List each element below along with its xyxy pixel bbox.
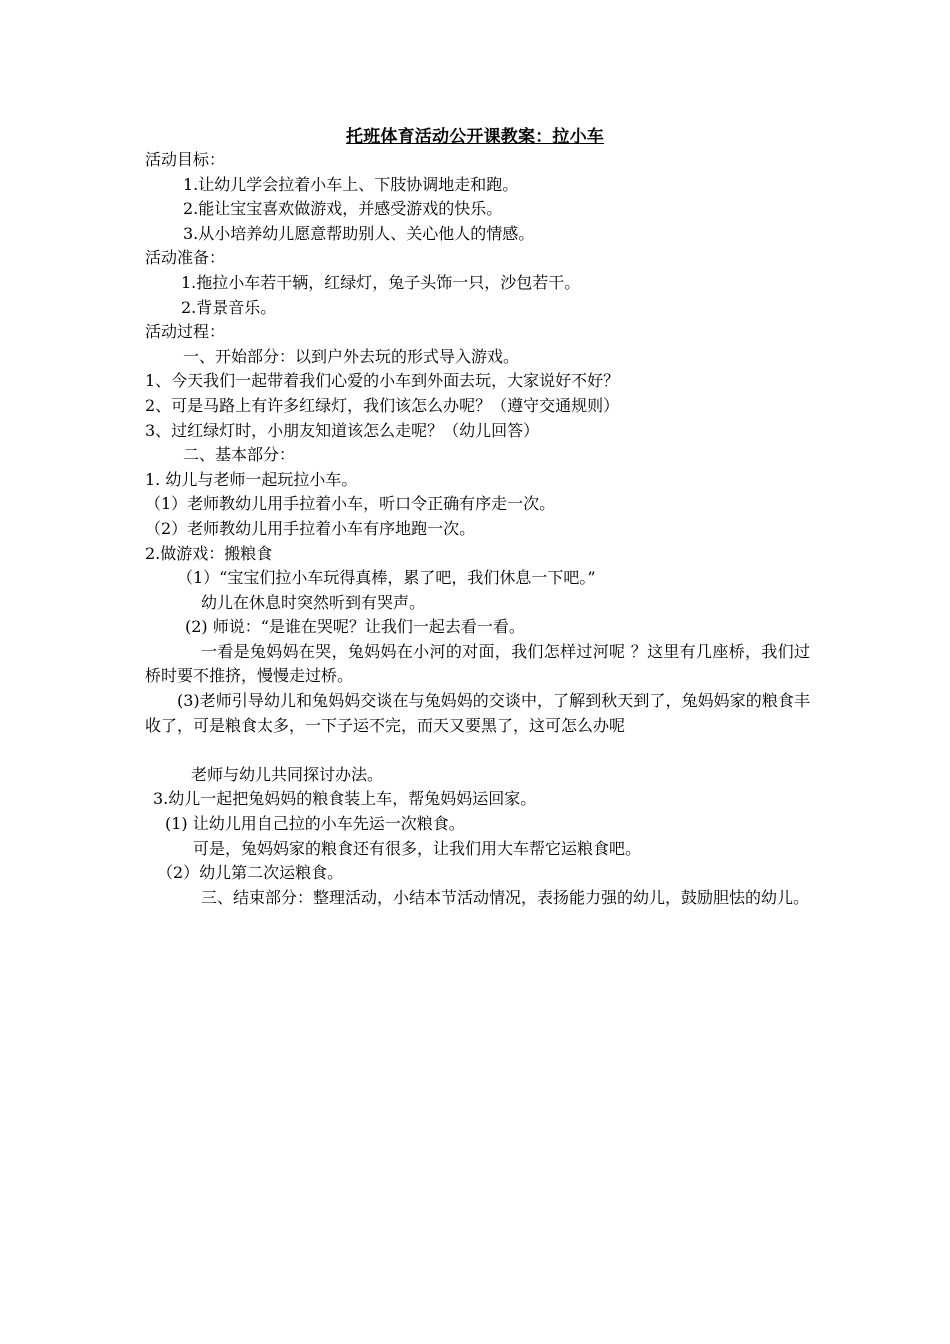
process-part-2-item-1: 1. 幼儿与老师一起玩拉小车。 <box>145 469 358 489</box>
discussion-note: 老师与幼儿共同探讨办法。 <box>191 764 384 784</box>
game-step-2-detail: 一看是兔妈妈在哭，兔妈妈在小河的对面，我们怎样过河呢 ？这里有几座桥，我们过桥时要不推挤，慢慢走过桥。 <box>145 641 810 686</box>
blank-line <box>145 738 810 763</box>
game-step-1-note: 幼儿在休息时突然听到有哭声。 <box>201 592 426 612</box>
process-part-1-heading: 一、开始部分：以到户外去玩的形式导入游戏。 <box>183 346 520 366</box>
preparation-item-2: 2.背景音乐。 <box>181 297 277 317</box>
transport-step-1-note: 可是，兔妈妈家的粮食还有很多，让我们用大车帮它运粮食吧。 <box>193 838 642 858</box>
game-step-3: (3)老师引导幼儿和兔妈妈交谈在与兔妈妈的交谈中，了解到秋天到了，兔妈妈家的粮食丰收了，可是粮食太多，一下子运不完，而天又要黑了，这可怎么办呢 <box>145 691 810 735</box>
section-heading-preparation: 活动准备： <box>145 248 226 268</box>
document-body <box>145 148 810 910</box>
goal-item-3: 3.从小培养幼儿愿意帮助别人、关心他人的情感。 <box>183 223 535 243</box>
process-part-1-step-2: 2、可是马路上有许多红绿灯，我们该怎么办呢？（遵守交通规则） <box>145 395 620 415</box>
goal-item-2: 2.能让宝宝喜欢做游戏，并感受游戏的快乐。 <box>183 199 503 219</box>
process-part-2-subitem-2: （2）老师教幼儿用手拉着小车有序地跑一次。 <box>145 518 476 538</box>
transport-step-1: (1) 让幼儿用自己拉的小车先运一次粮食。 <box>165 814 465 834</box>
section-heading-goals: 活动目标： <box>145 150 226 169</box>
preparation-item-1: 1.拖拉小车若干辆，红绿灯，兔子头饰一只，沙包若干。 <box>181 272 581 292</box>
process-part-2-item-3: 3.幼儿一起把兔妈妈的粮食装上车，帮兔妈妈运回家。 <box>153 789 537 809</box>
game-step-2: (2) 师说：“是谁在哭呢？让我们一起去看一看。 <box>185 617 525 637</box>
process-part-1-step-3: 3、过红绿灯时，小朋友知道该怎么走呢？（幼儿回答） <box>145 420 540 440</box>
process-part-2-item-2: 2.做游戏：搬粮食 <box>145 543 273 563</box>
process-part-2-heading: 二、基本部分： <box>183 445 296 465</box>
section-heading-process: 活动过程： <box>145 322 226 342</box>
process-part-3: 三、结束部分：整理活动，小结本节活动情况，表扬能力强的幼儿，鼓励胆怯的幼儿。 <box>201 887 810 907</box>
goal-item-1: 1.让幼儿学会拉着小车上、下肢协调地走和跑。 <box>183 174 519 194</box>
game-step-1: （1）“宝宝们拉小车玩得真棒，累了吧，我们休息一下吧。” <box>177 568 596 588</box>
process-part-1-step-1: 1、今天我们一起带着我们心爱的小车到外面去玩，大家说好不好？ <box>145 371 620 391</box>
document-title: 托班体育活动公开课教案：拉小车 <box>346 127 604 147</box>
transport-step-2: （2）幼儿第二次运粮食。 <box>157 863 344 883</box>
process-part-2-subitem-1: （1）老师教幼儿用手拉着小车，听口令正确有序走一次。 <box>145 494 556 514</box>
